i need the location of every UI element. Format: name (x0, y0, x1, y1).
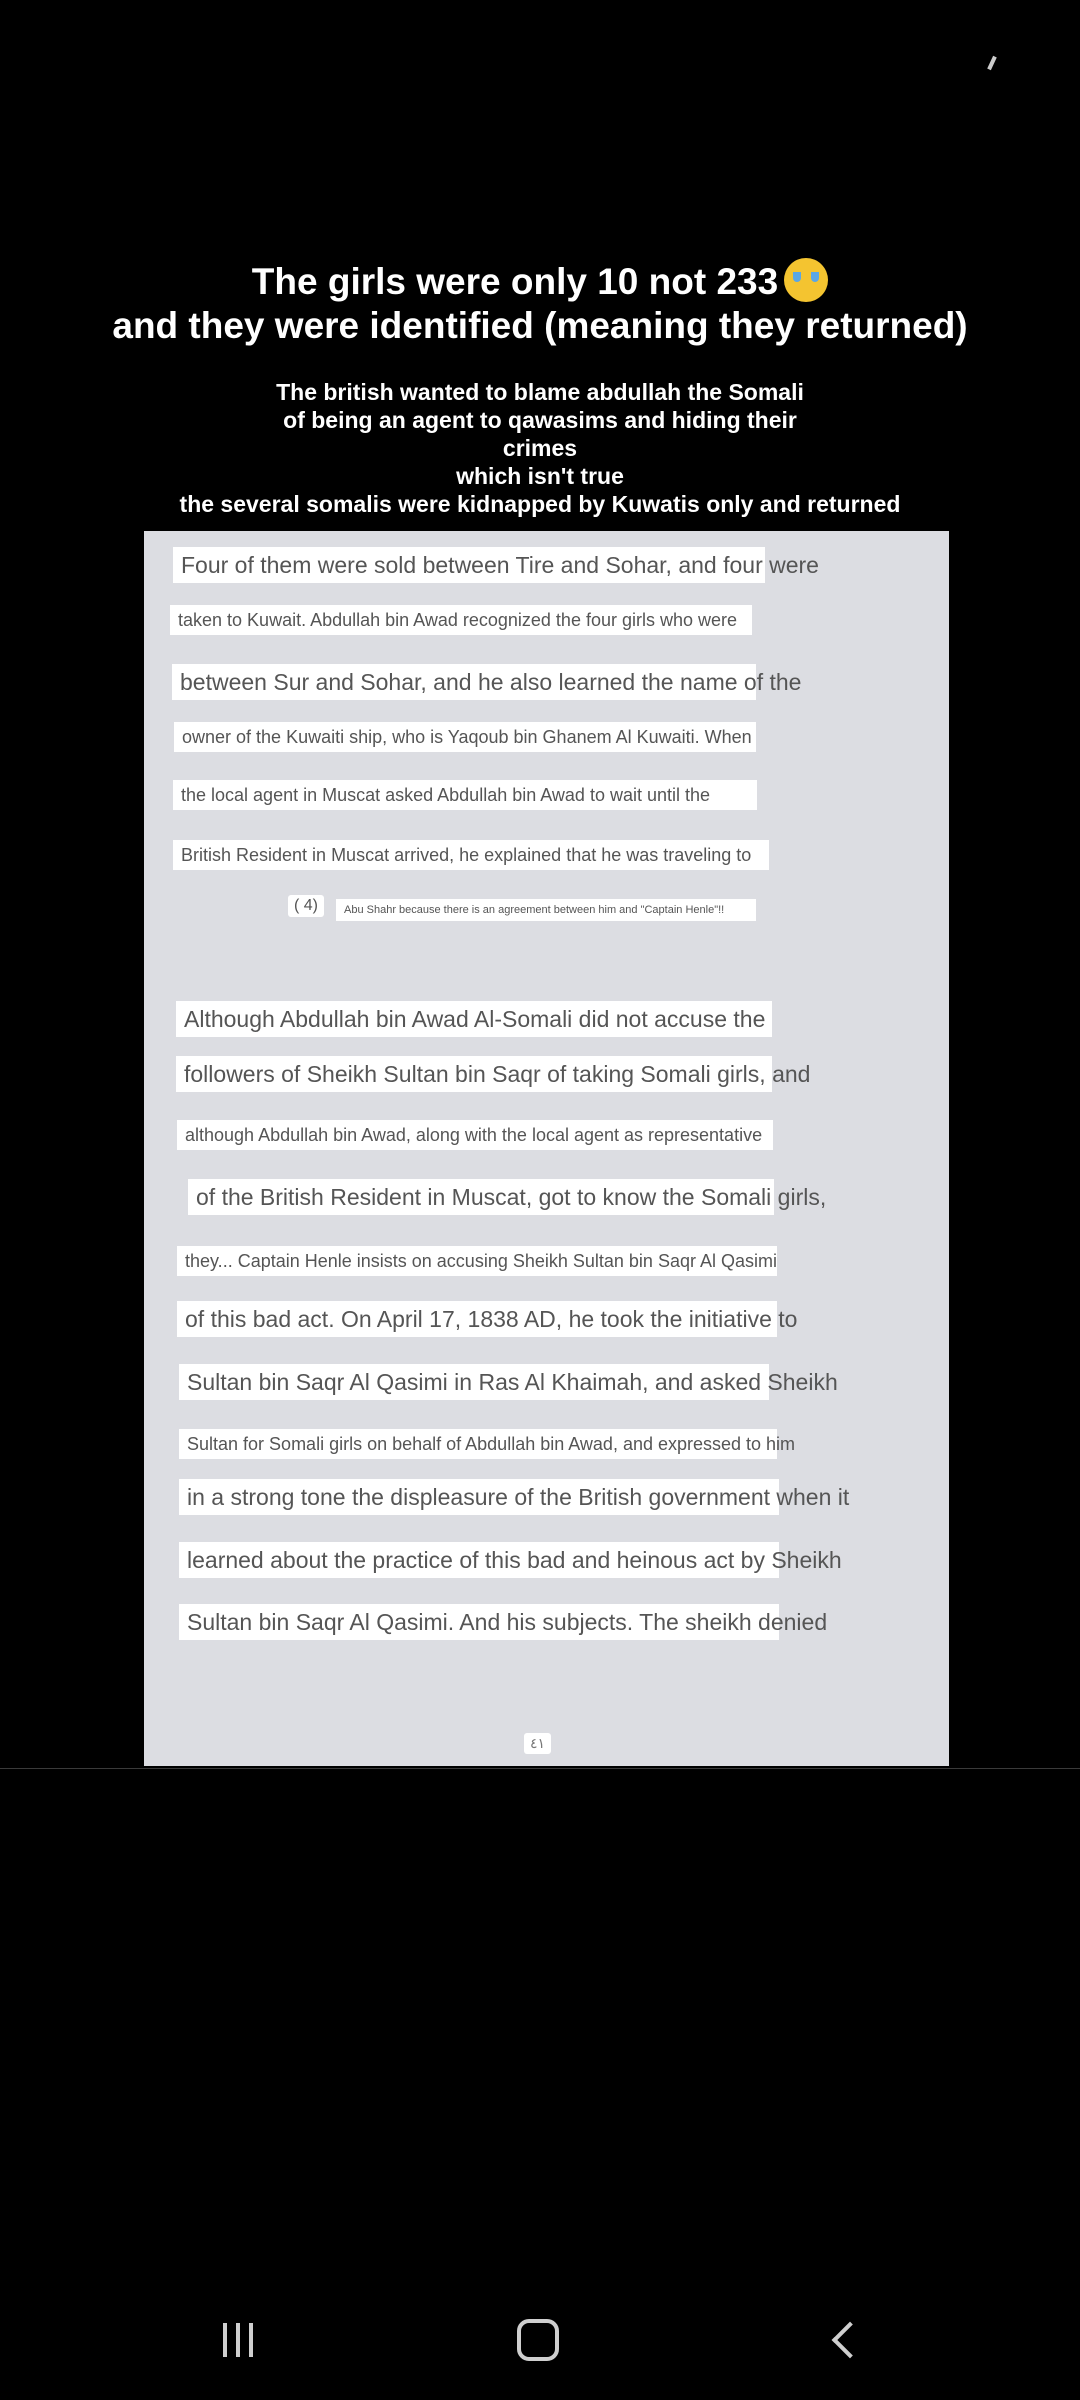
subcaption-line-4: which isn't true (456, 463, 624, 489)
doc-line: owner of the Kuwaiti ship, who is Yaqoub bin Ghanem Al Kuwaiti. When (174, 722, 756, 752)
footnote-text: Abu Shahr because there is an agreement between him and "Captain Henle"!! (336, 899, 756, 921)
subcaption-line-3: crimes (502, 435, 578, 461)
doc-line: Sultan bin Saqr Al Qasimi in Ras Al Khaimah, and asked Sheikh (179, 1364, 769, 1400)
doc-line: they... Captain Henle insists on accusing Sheikh Sultan bin Saqr Al Qasimi (177, 1246, 777, 1276)
footnote-number: ( 4) (288, 895, 324, 917)
home-icon (517, 2319, 559, 2361)
doc-line: learned about the practice of this bad and heinous act by Sheikh (179, 1542, 779, 1578)
recent-apps-button[interactable] (208, 2310, 268, 2370)
recents-icon-bar (223, 2323, 227, 2357)
crying-face-icon (784, 258, 828, 302)
subcaption (0, 378, 1080, 518)
doc-line: the local agent in Muscat asked Abdullah bin Awad to wait until the (173, 780, 757, 810)
subcaption-line-1: The british wanted to blame abdullah the Somali (276, 379, 804, 405)
subcaption-line-5: the several somalis were kidnapped by Kuwatis only and returned (179, 491, 901, 517)
divider (0, 1768, 1080, 1769)
doc-line: taken to Kuwait. Abdullah bin Awad recognized the four girls who were (170, 605, 752, 635)
headline-line-1: The girls were only 10 not 233 (251, 261, 779, 302)
recents-icon-bar (249, 2323, 253, 2357)
doc-line: Although Abdullah bin Awad Al-Somali did not accuse the (176, 1001, 772, 1037)
headline (0, 258, 1080, 348)
back-chevron-icon (832, 2322, 869, 2359)
document-image (144, 531, 949, 1766)
recents-icon-bar (236, 2323, 240, 2357)
page-number: ٤١ (524, 1733, 551, 1754)
doc-line: of the British Resident in Muscat, got to know the Somali girls, (188, 1179, 774, 1215)
doc-line: British Resident in Muscat arrived, he explained that he was traveling to (173, 840, 769, 870)
doc-line: Sultan for Somali girls on behalf of Abdullah bin Awad, and expressed to him (179, 1429, 777, 1459)
status-indicator (987, 56, 997, 70)
doc-line: between Sur and Sohar, and he also learned the name of the (172, 664, 756, 700)
back-button[interactable] (815, 2310, 875, 2370)
subcaption-line-2: of being an agent to qawasims and hiding their (283, 407, 797, 433)
home-button[interactable] (508, 2310, 568, 2370)
doc-line: Four of them were sold between Tire and Sohar, and four were (173, 547, 765, 583)
doc-line: followers of Sheikh Sultan bin Saqr of taking Somali girls, and (176, 1056, 772, 1092)
doc-line: of this bad act. On April 17, 1838 AD, he took the initiative to (177, 1301, 777, 1337)
doc-line: although Abdullah bin Awad, along with the local agent as representative (177, 1120, 773, 1150)
headline-line-2: and they were identified (meaning they returned) (112, 305, 968, 346)
doc-line: in a strong tone the displeasure of the British government when it (179, 1479, 779, 1515)
doc-line: Sultan bin Saqr Al Qasimi. And his subjects. The sheikh denied (179, 1604, 779, 1640)
